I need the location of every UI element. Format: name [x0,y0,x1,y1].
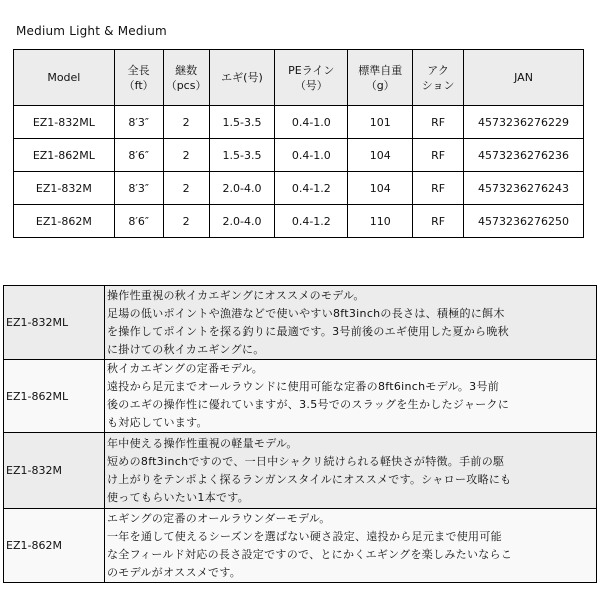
table-row [4,360,597,433]
cell-jan: 4573236276250 [464,205,584,238]
cell-pieces: 2 [163,205,209,238]
cell-jan: 4573236276229 [464,106,584,139]
header-jan: JAN [464,50,584,106]
cell-pe-line: 0.4-1.2 [275,205,348,238]
description-table [3,285,597,583]
cell-action: RF [413,205,464,238]
table-row [14,205,584,238]
header-model: Model [14,50,115,106]
header-pe-line: PEライン （号） [275,50,348,106]
cell-pieces: 2 [163,172,209,205]
desc-text: 操作性重視の秋イカエギングにオススメのモデル。 足場の低いポイントや漁港などで使いやすい8ft3inchの長さは、積極的に餌木 を操作してポイントを探る釣りに最適です。3号前後のエギ使用した夏から晩秋 に掛けての秋イカエギングに。 [105,286,597,360]
desc-text: 年中使える操作性重視の軽量モデル。 短めの8ft3inchですので、一日中シャクリ続けられる軽快さが特徴。手前の駆 け上がりをテンポよく探るランガンスタイルにオススメです。シャロー攻略にも 使ってもらいたい1本です。 [105,433,597,509]
desc-model: EZ1-862ML [4,360,105,433]
cell-length: 8′3″ [114,106,163,139]
cell-weight: 110 [348,205,413,238]
spec-header-row [14,50,584,106]
table-row [4,509,597,583]
spec-table [13,49,584,238]
cell-model: EZ1-862M [14,205,115,238]
header-egi: エギ(号) [209,50,275,106]
desc-model: EZ1-832ML [4,286,105,360]
table-row [14,139,584,172]
table-row [4,286,597,360]
cell-weight: 101 [348,106,413,139]
cell-pieces: 2 [163,106,209,139]
cell-pieces: 2 [163,139,209,172]
desc-text: エギングの定番のオールラウンダーモデル。 一年を通して使えるシーズンを選ばない硬さ設定、遠投から足元まで使用可能 な全フィールド対応の長さ設定ですので、とにかくエギングを楽しみたいならこ のモデルがオススメです。 [105,509,597,583]
desc-text: 秋イカエギングの定番モデル。 遠投から足元までオールラウンドに使用可能な定番の8ft6inchモデル。3号前 後のエギの操作性に優れていますが、3.5号でのスラッグを生かしたジャークに も対応しています。 [105,360,597,433]
cell-weight: 104 [348,172,413,205]
desc-model: EZ1-832M [4,433,105,509]
cell-egi: 2.0-4.0 [209,172,275,205]
cell-egi: 1.5-3.5 [209,106,275,139]
cell-length: 8′3″ [114,172,163,205]
cell-jan: 4573236276243 [464,172,584,205]
cell-weight: 104 [348,139,413,172]
cell-model: EZ1-832ML [14,106,115,139]
cell-pe-line: 0.4-1.2 [275,172,348,205]
cell-length: 8′6″ [114,205,163,238]
cell-egi: 2.0-4.0 [209,205,275,238]
table-row [4,433,597,509]
cell-action: RF [413,139,464,172]
cell-pe-line: 0.4-1.0 [275,139,348,172]
table-row [14,172,584,205]
section-title: Medium Light & Medium [16,24,167,38]
cell-action: RF [413,106,464,139]
cell-model: EZ1-862ML [14,139,115,172]
cell-model: EZ1-832M [14,172,115,205]
header-weight: 標準自重 （g） [348,50,413,106]
table-row [14,106,584,139]
cell-pe-line: 0.4-1.0 [275,106,348,139]
header-action: アク ション [413,50,464,106]
cell-egi: 1.5-3.5 [209,139,275,172]
cell-jan: 4573236276236 [464,139,584,172]
header-pieces: 継数 （pcs） [163,50,209,106]
cell-action: RF [413,172,464,205]
header-length: 全長 （ft） [114,50,163,106]
cell-length: 8′6″ [114,139,163,172]
desc-model: EZ1-862M [4,509,105,583]
